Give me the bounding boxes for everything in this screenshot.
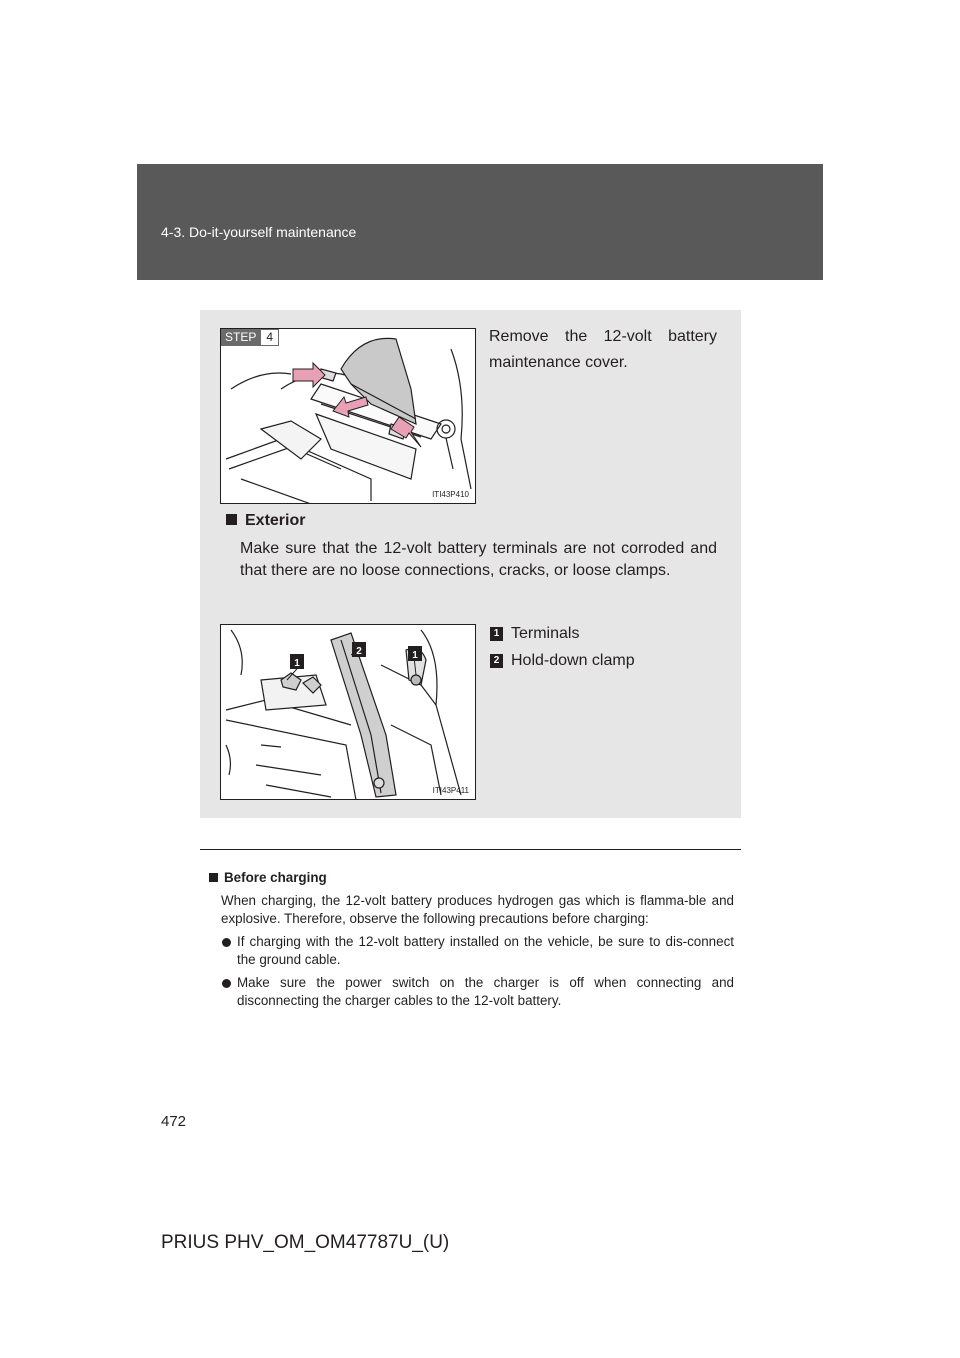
figure-legend: [490, 620, 635, 674]
step-badge-word: STEP: [221, 329, 260, 346]
callout-number-1-left: 1: [294, 658, 300, 669]
callout-number-2: 2: [356, 646, 362, 657]
callout-number-1-right: 1: [412, 650, 418, 661]
circle-bullet-icon: [222, 979, 231, 988]
document-code: PRIUS PHV_OM_OM47787U_(U): [161, 1232, 450, 1253]
page-number: 472: [161, 1113, 187, 1130]
legend-label: Terminals: [511, 624, 580, 642]
callout-box-2: [352, 642, 366, 657]
info-heading-text: Before charging: [224, 870, 327, 885]
info-bullet: [209, 974, 734, 1011]
exterior-body: Make sure that the 12-volt battery terminals are not corroded and that there are no loose connections, cracks, or loose clamps.: [240, 540, 717, 579]
legend-number: 1: [490, 627, 503, 641]
legend-item-terminals: [490, 620, 635, 647]
callout-box-1-right: [408, 646, 422, 661]
legend-label: Hold-down clamp: [511, 651, 635, 669]
header-band: [137, 164, 823, 280]
battery-cover-illustration: [221, 329, 475, 503]
info-bullet-text: If charging with the 12-volt battery installed on the vehicle, be sure to dis-connect the ground cable.: [237, 933, 734, 967]
content-panel: [200, 310, 741, 818]
step-instruction: Remove the 12-volt battery maintenance cover.: [489, 328, 717, 371]
step-figure: [220, 328, 476, 504]
step-badge: [221, 329, 279, 346]
legend-item-hold-down-clamp: [490, 647, 635, 674]
circle-bullet-icon: [222, 938, 231, 947]
square-bullet-icon: [209, 873, 218, 882]
info-bullet-text: Make sure the power switch on the charger is off when connecting and disconnecting the charger cables to the 12-volt battery.: [237, 974, 734, 1008]
figure-code: ITI43P411: [432, 786, 469, 795]
info-heading: [209, 869, 734, 888]
step-badge-number: 4: [260, 329, 279, 346]
exterior-figure: [220, 624, 476, 800]
section-divider: [200, 849, 741, 850]
square-bullet-icon: [226, 514, 237, 525]
exterior-heading: [226, 512, 305, 530]
figure-code: ITI43P410: [432, 490, 469, 499]
exterior-heading-text: Exterior: [245, 512, 306, 529]
battery-terminals-illustration: [221, 625, 475, 799]
info-bullet: [209, 933, 734, 970]
legend-number: 2: [490, 654, 503, 668]
info-section: [209, 869, 734, 1015]
section-title: 4-3. Do-it-yourself maintenance: [161, 224, 357, 240]
callout-box-1-left: [290, 654, 304, 669]
info-paragraph: When charging, the 12-volt battery produces hydrogen gas which is flamma-ble and explosive. Therefore, observe the following precautions before charging:: [221, 892, 734, 926]
